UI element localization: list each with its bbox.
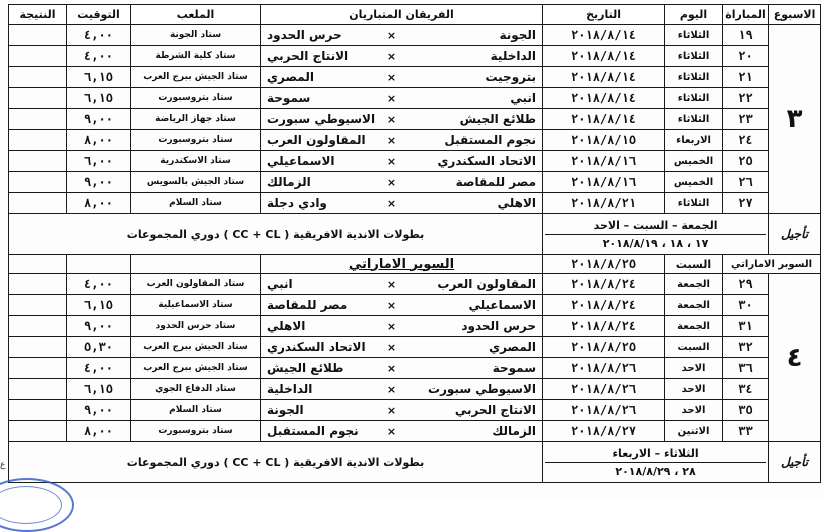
match-number: ٣٠ bbox=[723, 295, 769, 316]
vs-symbol: × bbox=[381, 337, 403, 358]
week4-section bbox=[9, 274, 821, 442]
home-team: انبي bbox=[403, 88, 543, 109]
match-number: ٣٢ bbox=[723, 337, 769, 358]
header-teams: الفريقان المتباريان bbox=[261, 5, 543, 25]
home-team: المقاولون العرب bbox=[403, 274, 543, 295]
header-day: اليوم bbox=[665, 5, 723, 25]
away-team: الاتحاد السكندري bbox=[261, 337, 381, 358]
match-result bbox=[9, 274, 67, 295]
match-date: ٢٠١٨/٨/١٤ bbox=[543, 46, 665, 67]
match-result bbox=[9, 151, 67, 172]
week3-section bbox=[9, 25, 821, 214]
match-time: ٦,١٥ bbox=[67, 67, 131, 88]
match-stadium: ستاد الاسكندرية bbox=[131, 151, 261, 172]
table-row bbox=[9, 151, 821, 172]
home-team: الانتاج الحربي bbox=[403, 400, 543, 421]
week4-note-section bbox=[9, 442, 821, 483]
match-time: ٨,٠٠ bbox=[67, 130, 131, 151]
home-team: سموحة bbox=[403, 358, 543, 379]
match-time: ٤,٠٠ bbox=[67, 274, 131, 295]
week4-note-dates: ٢٨ ، ٢٠١٨/٨/٢٩ bbox=[615, 464, 696, 478]
match-stadium: ستاد حرس الحدود bbox=[131, 316, 261, 337]
match-day: الجمعة bbox=[665, 295, 723, 316]
vs-symbol: × bbox=[381, 130, 403, 151]
match-date: ٢٠١٨/٨/٢٦ bbox=[543, 400, 665, 421]
table-row bbox=[9, 295, 821, 316]
match-result bbox=[9, 316, 67, 337]
match-time: ٦,١٥ bbox=[67, 88, 131, 109]
header-stadium: الملعب bbox=[131, 5, 261, 25]
match-day: الاربعاء bbox=[665, 130, 723, 151]
away-team: الاسيوطي سبورت bbox=[261, 109, 381, 130]
super-cup-date: ٢٠١٨/٨/٢٥ bbox=[543, 255, 665, 274]
match-stadium: ستاد بتروسبورت bbox=[131, 421, 261, 442]
home-team: مصر للمقاصة bbox=[403, 172, 543, 193]
match-date: ٢٠١٨/٨/٢٤ bbox=[543, 274, 665, 295]
home-team: الاتحاد السكندري bbox=[403, 151, 543, 172]
match-stadium: ستاد الدفاع الجوي bbox=[131, 379, 261, 400]
match-time: ٦,١٥ bbox=[67, 379, 131, 400]
match-date: ٢٠١٨/٨/١٤ bbox=[543, 67, 665, 88]
home-team: حرس الحدود bbox=[403, 316, 543, 337]
super-cup-row bbox=[9, 255, 821, 274]
match-stadium: ستاد الجيش ببرج العرب bbox=[131, 67, 261, 88]
away-team: الاسماعيلي bbox=[261, 151, 381, 172]
match-number: ٢٥ bbox=[723, 151, 769, 172]
match-stadium: ستاد السلام bbox=[131, 193, 261, 214]
table-row bbox=[9, 193, 821, 214]
match-day: الثلاثاء bbox=[665, 109, 723, 130]
match-day: الخميس bbox=[665, 151, 723, 172]
vs-symbol: × bbox=[381, 172, 403, 193]
match-day: الاثنين bbox=[665, 421, 723, 442]
match-stadium: ستاد كلية الشرطة bbox=[131, 46, 261, 67]
table-row bbox=[9, 274, 821, 295]
match-result bbox=[9, 46, 67, 67]
match-result bbox=[9, 67, 67, 88]
away-team: الانتاج الحربي bbox=[261, 46, 381, 67]
week4-note-row bbox=[9, 442, 821, 483]
match-number: ٢٤ bbox=[723, 130, 769, 151]
match-date: ٢٠١٨/٨/٢٤ bbox=[543, 295, 665, 316]
match-day: الثلاثاء bbox=[665, 25, 723, 46]
week3-note-text: بطولات الاندية الافريقية ( CC + CL ) دوري المجموعات bbox=[9, 214, 543, 255]
vs-symbol: × bbox=[381, 109, 403, 130]
header-match: المباراة bbox=[723, 5, 769, 25]
match-result bbox=[9, 130, 67, 151]
match-stadium: ستاد السلام bbox=[131, 400, 261, 421]
vs-symbol: × bbox=[381, 67, 403, 88]
match-number: ٣١ bbox=[723, 316, 769, 337]
match-number: ٢٦ bbox=[723, 172, 769, 193]
away-team: الاهلي bbox=[261, 316, 381, 337]
week3-note-section bbox=[9, 214, 821, 255]
match-time: ٤,٠٠ bbox=[67, 25, 131, 46]
match-number: ٢٣ bbox=[723, 109, 769, 130]
match-stadium: ستاد الجيش ببرج العرب bbox=[131, 337, 261, 358]
match-number: ١٩ bbox=[723, 25, 769, 46]
match-time: ٤,٠٠ bbox=[67, 46, 131, 67]
match-time: ٨,٠٠ bbox=[67, 193, 131, 214]
match-day: الاحد bbox=[665, 379, 723, 400]
match-number: ٢٧ bbox=[723, 193, 769, 214]
header-time: التوقيت bbox=[67, 5, 131, 25]
match-day: الثلاثاء bbox=[665, 193, 723, 214]
match-result bbox=[9, 421, 67, 442]
match-time: ٦,٠٠ bbox=[67, 151, 131, 172]
vs-symbol: × bbox=[381, 88, 403, 109]
match-time: ٨,٠٠ bbox=[67, 421, 131, 442]
away-team: انبي bbox=[261, 274, 381, 295]
week3-postponed-label: تأجيل bbox=[769, 214, 821, 255]
fixtures-table bbox=[8, 4, 821, 483]
week4-label: ٤ bbox=[769, 274, 821, 442]
match-result bbox=[9, 193, 67, 214]
table-row bbox=[9, 88, 821, 109]
table-row bbox=[9, 358, 821, 379]
match-number: ٣٦ bbox=[723, 358, 769, 379]
match-date: ٢٠١٨/٨/١٤ bbox=[543, 109, 665, 130]
week3-note-row bbox=[9, 214, 821, 255]
match-time: ٩,٠٠ bbox=[67, 109, 131, 130]
home-team: الاسيوطي سبورت bbox=[403, 379, 543, 400]
home-team: الجونة bbox=[403, 25, 543, 46]
away-team: الزمالك bbox=[261, 172, 381, 193]
week4-note-dates-cell bbox=[543, 442, 769, 483]
home-team: طلائع الجيش bbox=[403, 109, 543, 130]
match-result bbox=[9, 295, 67, 316]
week3-note-dates: ١٧ ، ١٨ ، ٢٠١٨/٨/١٩ bbox=[602, 236, 709, 250]
vs-symbol: × bbox=[381, 25, 403, 46]
away-team: المصري bbox=[261, 67, 381, 88]
match-day: الخميس bbox=[665, 172, 723, 193]
table-row bbox=[9, 400, 821, 421]
table-row bbox=[9, 337, 821, 358]
home-team: الاسماعيلي bbox=[403, 295, 543, 316]
match-time: ٩,٠٠ bbox=[67, 172, 131, 193]
home-team: الاهلي bbox=[403, 193, 543, 214]
match-result bbox=[9, 379, 67, 400]
week4-note-text: بطولات الاندية الافريقية ( CC + CL ) دوري المجموعات bbox=[9, 442, 543, 483]
home-team: بتروجيت bbox=[403, 67, 543, 88]
match-result bbox=[9, 109, 67, 130]
match-number: ٢٩ bbox=[723, 274, 769, 295]
match-stadium: ستاد الاسماعيلية bbox=[131, 295, 261, 316]
vs-symbol: × bbox=[381, 295, 403, 316]
match-stadium: ستاد المقاولون العرب bbox=[131, 274, 261, 295]
match-number: ٣٥ bbox=[723, 400, 769, 421]
match-date: ٢٠١٨/٨/١٤ bbox=[543, 88, 665, 109]
table-row bbox=[9, 25, 821, 46]
vs-symbol: × bbox=[381, 274, 403, 295]
match-stadium: ستاد بتروسبورت bbox=[131, 88, 261, 109]
match-date: ٢٠١٨/٨/١٦ bbox=[543, 151, 665, 172]
match-date: ٢٠١٨/٨/٢٦ bbox=[543, 379, 665, 400]
header-week: الاسبوع bbox=[769, 5, 821, 25]
match-time: ٦,١٥ bbox=[67, 295, 131, 316]
away-team: الداخلية bbox=[261, 379, 381, 400]
match-number: ٣٤ bbox=[723, 379, 769, 400]
away-team: وادي دجلة bbox=[261, 193, 381, 214]
side-mark: ع bbox=[0, 460, 6, 470]
week3-note-dates-cell bbox=[543, 214, 769, 255]
match-result bbox=[9, 358, 67, 379]
week3-note-days: الجمعة – السبت – الاحد bbox=[593, 218, 718, 232]
away-team: نجوم المستقبل bbox=[261, 421, 381, 442]
match-result bbox=[9, 172, 67, 193]
match-day: الاحد bbox=[665, 358, 723, 379]
away-team: الجونة bbox=[261, 400, 381, 421]
vs-symbol: × bbox=[381, 379, 403, 400]
away-team: المقاولون العرب bbox=[261, 130, 381, 151]
vs-symbol: × bbox=[381, 193, 403, 214]
match-stadium: ستاد الجونة bbox=[131, 25, 261, 46]
match-stadium: ستاد بتروسبورت bbox=[131, 130, 261, 151]
match-number: ٢٠ bbox=[723, 46, 769, 67]
match-time: ٥,٣٠ bbox=[67, 337, 131, 358]
super-cup-section bbox=[9, 255, 821, 274]
match-time: ٩,٠٠ bbox=[67, 316, 131, 337]
away-team: طلائع الجيش bbox=[261, 358, 381, 379]
match-time: ٤,٠٠ bbox=[67, 358, 131, 379]
match-day: السبت bbox=[665, 337, 723, 358]
vs-symbol: × bbox=[381, 151, 403, 172]
match-result bbox=[9, 337, 67, 358]
away-team: حرس الحدود bbox=[261, 25, 381, 46]
match-date: ٢٠١٨/٨/٢١ bbox=[543, 193, 665, 214]
header-result: النتيجة bbox=[9, 5, 67, 25]
home-team: الزمالك bbox=[403, 421, 543, 442]
match-number: ٢١ bbox=[723, 67, 769, 88]
match-date: ٢٠١٨/٨/٢٥ bbox=[543, 337, 665, 358]
week3-label: ٣ bbox=[769, 25, 821, 214]
table-row bbox=[9, 172, 821, 193]
match-day: الجمعة bbox=[665, 316, 723, 337]
match-date: ٢٠١٨/٨/١٥ bbox=[543, 130, 665, 151]
match-day: الثلاثاء bbox=[665, 67, 723, 88]
table-row bbox=[9, 130, 821, 151]
super-cup-day: السبت bbox=[665, 255, 723, 274]
home-team: الداخلية bbox=[403, 46, 543, 67]
vs-symbol: × bbox=[381, 400, 403, 421]
match-date: ٢٠١٨/٨/١٤ bbox=[543, 25, 665, 46]
match-result bbox=[9, 400, 67, 421]
match-day: الثلاثاء bbox=[665, 88, 723, 109]
header-date: التاريخ bbox=[543, 5, 665, 25]
match-date: ٢٠١٨/٨/١٦ bbox=[543, 172, 665, 193]
match-result bbox=[9, 25, 67, 46]
match-number: ٣٣ bbox=[723, 421, 769, 442]
match-stadium: ستاد جهاز الرياضة bbox=[131, 109, 261, 130]
away-team: مصر للمقاصة bbox=[261, 295, 381, 316]
week4-note-days: الثلاثاء – الاربعاء bbox=[612, 446, 699, 460]
match-day: الجمعة bbox=[665, 274, 723, 295]
home-team: نجوم المستقبل bbox=[403, 130, 543, 151]
vs-symbol: × bbox=[381, 421, 403, 442]
week4-postponed-label: تأجيل bbox=[769, 442, 821, 483]
table-row bbox=[9, 46, 821, 67]
match-number: ٢٢ bbox=[723, 88, 769, 109]
match-stadium: ستاد الجيش بالسويس bbox=[131, 172, 261, 193]
table-row bbox=[9, 316, 821, 337]
match-stadium: ستاد الجيش ببرج العرب bbox=[131, 358, 261, 379]
away-team: سموحة bbox=[261, 88, 381, 109]
header-row bbox=[9, 5, 821, 25]
home-team: المصري bbox=[403, 337, 543, 358]
table-row bbox=[9, 109, 821, 130]
table-row bbox=[9, 379, 821, 400]
table-row bbox=[9, 421, 821, 442]
match-day: الثلاثاء bbox=[665, 46, 723, 67]
table-row bbox=[9, 67, 821, 88]
vs-symbol: × bbox=[381, 358, 403, 379]
match-date: ٢٠١٨/٨/٢٧ bbox=[543, 421, 665, 442]
match-result bbox=[9, 88, 67, 109]
super-cup-label: السوبر الاماراتي bbox=[723, 255, 821, 274]
match-date: ٢٠١٨/٨/٢٦ bbox=[543, 358, 665, 379]
match-day: الاحد bbox=[665, 400, 723, 421]
vs-symbol: × bbox=[381, 316, 403, 337]
match-date: ٢٠١٨/٨/٢٤ bbox=[543, 316, 665, 337]
vs-symbol: × bbox=[381, 46, 403, 67]
match-time: ٩,٠٠ bbox=[67, 400, 131, 421]
super-cup-title: السوبر الاماراتي bbox=[261, 255, 543, 274]
